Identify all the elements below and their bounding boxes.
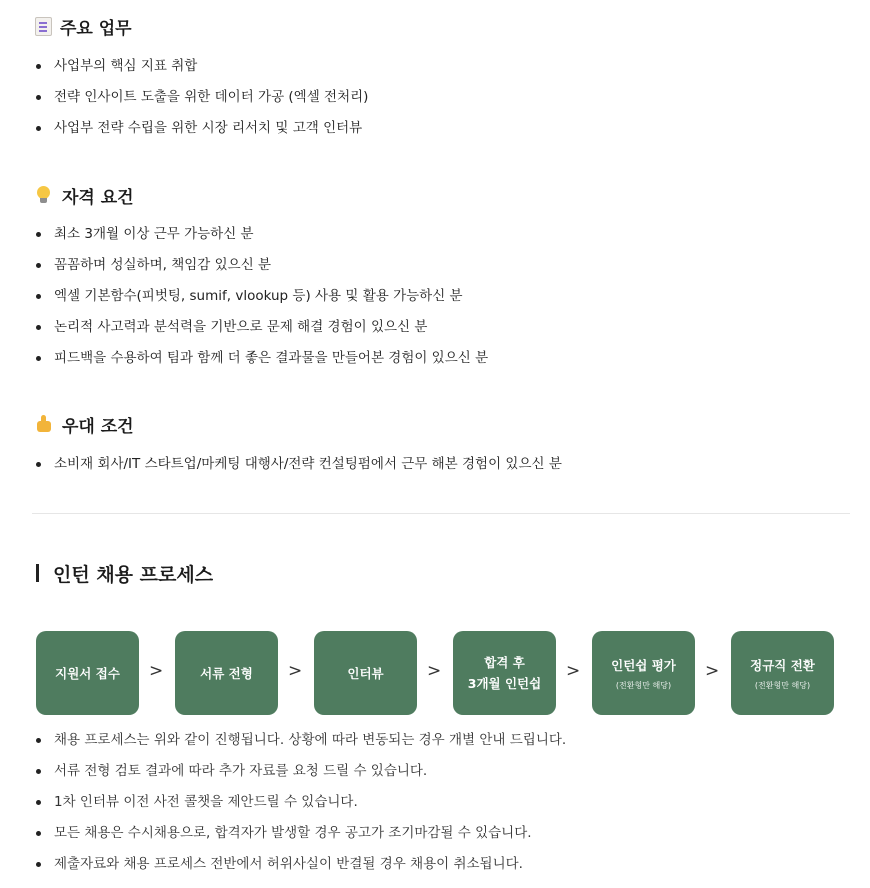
preferred-title: 우대 조건 [62, 416, 134, 437]
step-label: 지원서 접수 [55, 665, 120, 681]
list-item: 피드백을 수용하여 팀과 함께 더 좋은 결과물을 만들어본 경험이 있으신 분 [34, 343, 844, 374]
preferred-list [34, 449, 844, 480]
preferred-heading [34, 410, 844, 438]
list-item: 사업부의 핵심 지표 취합 [34, 51, 844, 82]
step-label: 인턴쉽 평가 [611, 658, 676, 673]
step-internship-evaluation [592, 631, 695, 715]
list-item: 사업부 전략 수립을 위한 시장 리서치 및 고객 인터뷰 [34, 113, 844, 144]
requirements-title: 자격 요건 [62, 187, 134, 208]
list-item: 엑셀 기본함수(피벗팅, sumif, vlookup 등) 사용 및 활용 가능하신 분 [34, 281, 844, 312]
requirements-heading [34, 181, 844, 209]
list-item: 서류 전형 검토 결과에 따라 추가 자료를 요청 드릴 수 있습니다. [34, 756, 844, 787]
list-item: 채용 프로세스는 위와 같이 진행됩니다. 상황에 따라 변동되는 경우 개별 안내 드립니다. [34, 725, 844, 756]
list-item: 논리적 사고력과 분석력을 기반으로 문제 해결 경험이 있으신 분 [34, 312, 844, 343]
step-sublabel: (전환형만 해당) [754, 681, 811, 690]
step-document-screening [175, 631, 278, 715]
step-sublabel: (전환형만 해당) [615, 681, 672, 690]
requirements-section [34, 181, 844, 374]
duties-title: 주요 업무 [60, 18, 132, 39]
step-internship [453, 631, 556, 715]
section-divider [32, 513, 850, 514]
list-item: 전략 인사이트 도출을 위한 데이터 가공 (엑셀 전처리) [34, 82, 844, 113]
step-full-time-conversion [731, 631, 834, 715]
memo-icon [35, 17, 52, 36]
chevron-right-icon: > [427, 661, 442, 681]
step-label: 합격 후 3개월 인턴쉽 [467, 655, 542, 691]
list-item: 모든 채용은 수시채용으로, 합격자가 발생할 경우 공고가 조기마감될 수 있습니다. [34, 818, 844, 849]
list-item: 소비재 회사/IT 스타트업/마케팅 대행사/전략 컨설팅펌에서 근무 해본 경험이 있으신 분 [34, 449, 844, 480]
process-steps [36, 631, 836, 715]
step-application [36, 631, 139, 715]
list-item: 최소 3개월 이상 근무 가능하신 분 [34, 219, 844, 250]
chevron-right-icon: > [705, 661, 720, 681]
process-title: 인턴 채용 프로세스 [53, 563, 214, 586]
process-notes [34, 725, 844, 880]
duties-section [34, 12, 844, 144]
step-interview [314, 631, 417, 715]
step-label: 인터뷰 [347, 665, 384, 681]
duties-list [34, 51, 844, 144]
chevron-right-icon: > [566, 661, 581, 681]
notes-list [34, 725, 844, 880]
chevron-right-icon: > [149, 661, 164, 681]
process-heading [36, 558, 213, 588]
step-label: 정규직 전환 [750, 658, 815, 673]
chevron-right-icon: > [288, 661, 303, 681]
requirements-list [34, 219, 844, 374]
list-item: 제출자료와 채용 프로세스 전반에서 허위사실이 반결될 경우 채용이 취소됩니다. [34, 849, 844, 880]
duties-heading [34, 12, 844, 40]
lightbulb-icon [34, 185, 54, 205]
thumbs-up-icon [34, 414, 54, 434]
step-label: 서류 전형 [200, 665, 253, 681]
heading-bar [36, 564, 39, 582]
preferred-section [34, 410, 844, 480]
list-item: 1차 인터뷰 이전 사전 콜챗을 제안드릴 수 있습니다. [34, 787, 844, 818]
list-item: 꼼꼼하며 성실하며, 책임감 있으신 분 [34, 250, 844, 281]
